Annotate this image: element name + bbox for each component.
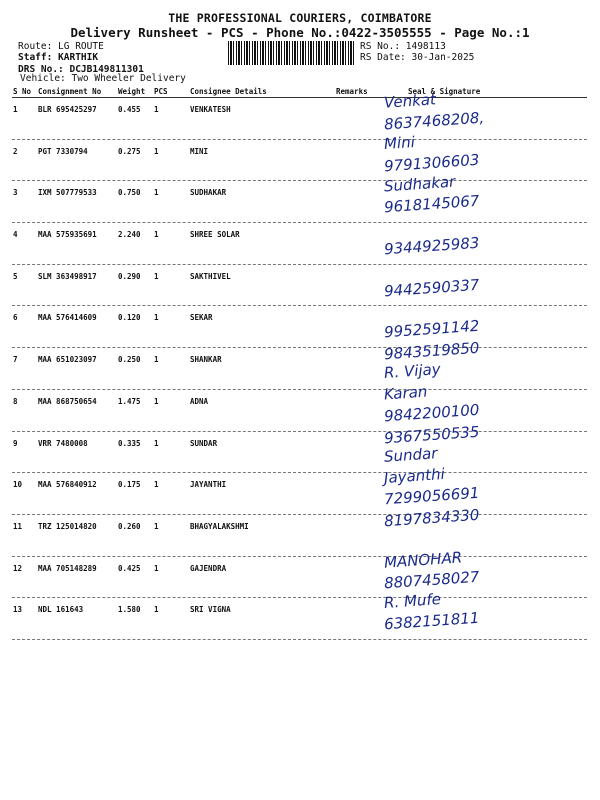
handwritten-signature: Sudhakar <box>383 172 456 196</box>
table-row <box>12 172 587 223</box>
row-pcs: 1 <box>154 146 159 156</box>
row-consignee: MINI <box>190 146 209 156</box>
row-consignee: SUNDAR <box>190 438 218 448</box>
handwritten-signature: MANOHAR <box>383 547 463 572</box>
row-sno: 1 <box>13 105 18 114</box>
row-weight: 0.120 <box>118 313 141 323</box>
row-consignment-no: MAA 705148289 <box>38 563 97 573</box>
row-consignee: JAYANTHI <box>190 480 227 490</box>
row-sno: 7 <box>13 355 18 365</box>
row-sno: 6 <box>13 313 18 323</box>
row-weight: 0.335 <box>118 438 141 448</box>
col-consignee: Consignee Details <box>190 87 267 96</box>
col-consignment: Consignment No <box>38 87 102 96</box>
table-row <box>12 590 587 640</box>
vehicle-label: Vehicle: Two Wheeler Delivery <box>20 73 186 84</box>
row-consignment-no: PGT 7330794 <box>38 146 88 156</box>
row-consignment-no: MAA 576840912 <box>38 480 97 490</box>
row-consignment-no: MAA 868750654 <box>38 396 97 406</box>
row-weight: 0.275 <box>118 146 141 156</box>
row-consignment-no: VRR 7480008 <box>38 438 88 448</box>
table-header <box>12 86 587 98</box>
handwritten-phone: 9442590337 <box>383 275 480 301</box>
row-weight: 2.240 <box>118 230 141 240</box>
row-consignment-no: MAA 575935691 <box>38 230 97 240</box>
table-row <box>12 265 587 307</box>
row-consignment-no: MAA 576414609 <box>38 313 97 323</box>
handwritten-phone: 8637468208, <box>383 108 485 134</box>
handwritten-signature: Karan <box>383 382 428 404</box>
row-consignment-no: BLR 695425297 <box>38 105 97 114</box>
col-remarks: Remarks <box>336 87 368 96</box>
row-weight: 0.455 <box>118 105 141 114</box>
handwritten-phone: Sundar <box>383 443 438 466</box>
row-weight: 0.425 <box>118 563 141 573</box>
row-consignment-no: IXM 507779533 <box>38 188 97 198</box>
handwritten-phone: 9842200100 <box>383 400 480 426</box>
handwritten-phone: 7299056691 <box>383 483 480 509</box>
handwritten-phone: 9952591142 <box>383 317 480 342</box>
handwritten-phone: 8807458027 <box>383 567 480 592</box>
row-sno: 3 <box>13 188 18 198</box>
row-weight: 0.250 <box>118 355 141 365</box>
route-label: Route: LG ROUTE <box>18 41 104 52</box>
row-weight: 0.750 <box>118 188 141 198</box>
col-signature: Seal & Signature <box>408 87 481 96</box>
row-weight: 1.580 <box>118 605 141 615</box>
col-weight: Weight <box>118 87 146 96</box>
row-consignment-no: SLM 363498917 <box>38 271 97 281</box>
row-sno: 8 <box>13 396 18 406</box>
row-sno: 5 <box>13 271 18 281</box>
row-pcs: 1 <box>154 480 159 490</box>
runsheet-title: Delivery Runsheet - PCS - Phone No.:0422-3505555 - Page No.:1 <box>70 25 530 40</box>
table-row <box>12 465 587 515</box>
row-sno: 13 <box>13 605 23 615</box>
company-name: THE PROFESSIONAL COURIERS, COIMBATORE <box>168 11 432 25</box>
table-row <box>12 338 587 390</box>
staff-label: Staff: KARTHIK <box>18 52 99 63</box>
table-row <box>12 306 587 348</box>
row-pcs: 1 <box>154 188 159 198</box>
row-pcs: 1 <box>154 271 159 281</box>
table-row <box>12 422 587 474</box>
row-sno: 4 <box>13 230 18 240</box>
table-row <box>12 223 587 265</box>
row-sno: 12 <box>13 563 23 573</box>
row-pcs: 1 <box>154 105 159 114</box>
row-sno: 11 <box>13 521 23 531</box>
drs-number: DRS No.: DCJB149811301 <box>18 64 144 75</box>
barcode-image <box>228 41 354 65</box>
handwritten-signature: Mini <box>383 132 416 153</box>
col-sno: S No <box>13 87 32 96</box>
handwritten-phone: 9344925983 <box>383 233 480 259</box>
row-consignee: SAKTHIVEL <box>190 271 231 281</box>
runsheet-table <box>12 86 587 640</box>
row-pcs: 1 <box>154 563 159 573</box>
row-pcs: 1 <box>154 230 159 240</box>
table-row <box>12 547 587 599</box>
table-row <box>12 505 587 557</box>
row-consignee: SEKAR <box>190 313 213 323</box>
row-weight: 0.260 <box>118 521 141 531</box>
row-consignee: GAJENDRA <box>190 563 227 573</box>
table-row <box>12 382 587 432</box>
handwritten-phone: 6382151811 <box>383 608 480 634</box>
row-sno: 2 <box>13 146 18 156</box>
handwritten-signature: 9843519850 <box>383 338 480 364</box>
handwritten-phone: R. Vijay <box>383 360 442 383</box>
row-consignment-no: MAA 651023097 <box>38 355 97 365</box>
row-consignee: VENKATESH <box>190 105 231 114</box>
handwritten-signature: 8197834330 <box>383 505 480 531</box>
row-consignee: SHREE SOLAR <box>190 230 240 240</box>
rs-date: RS Date: 30-Jan-2025 <box>360 52 475 63</box>
row-consignment-no: TRZ 125014820 <box>38 521 97 531</box>
row-pcs: 1 <box>154 605 159 615</box>
handwritten-phone: 9618145067 <box>383 192 480 217</box>
row-pcs: 1 <box>154 521 159 531</box>
row-weight: 0.175 <box>118 480 141 490</box>
row-weight: 1.475 <box>118 396 141 406</box>
handwritten-signature: R. Mufe <box>383 590 442 613</box>
row-pcs: 1 <box>154 355 159 365</box>
handwritten-signature: Jayanthi <box>383 465 446 488</box>
handwritten-signature: 9367550535 <box>383 422 480 447</box>
row-pcs: 1 <box>154 313 159 323</box>
row-sno: 9 <box>13 438 18 448</box>
row-consignee: SRI VIGNA <box>190 605 231 615</box>
row-consignment-no: NDL 161643 <box>38 605 84 615</box>
table-row <box>12 132 587 182</box>
handwritten-signature: Venkat <box>383 90 437 112</box>
row-pcs: 1 <box>154 438 159 448</box>
row-pcs: 1 <box>154 396 159 406</box>
row-sno: 10 <box>13 480 23 490</box>
row-consignee: BHAGYALAKSHMI <box>190 521 249 531</box>
row-weight: 0.290 <box>118 271 141 281</box>
col-pcs: PCS <box>154 87 168 96</box>
handwritten-phone: 9791306603 <box>383 150 480 175</box>
rs-number: RS No.: 1498113 <box>360 41 446 52</box>
row-consignee: SHANKAR <box>190 355 222 365</box>
row-consignee: SUDHAKAR <box>190 188 227 198</box>
row-consignee: ADNA <box>190 396 209 406</box>
